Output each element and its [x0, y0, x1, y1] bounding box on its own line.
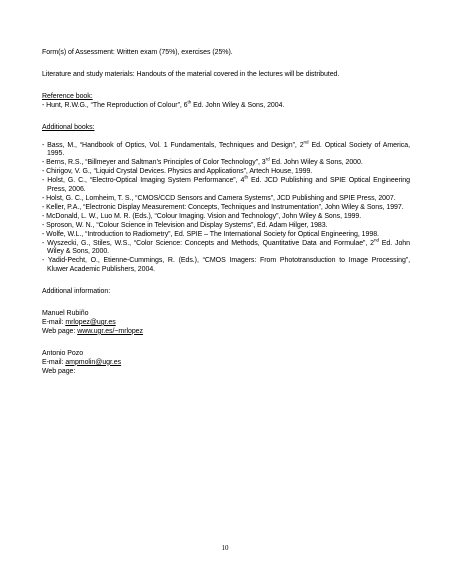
assessment-text: Form(s) of Assessment: Written exam (75%), exercises (25%).	[42, 49, 233, 56]
book-entry: - Wolfe, W.L., “Introduction to Radiometry”, Ed. SPIE – The International Society for Optical Engineering, 1998.	[42, 230, 379, 238]
book-entry: - McDonald, L. W., Luo M. R. (Eds.), “Colour Imaging. Vision and Technology”, John Wiley & Sons, 1999.	[42, 212, 362, 220]
contact-name: Antonio Pozo	[42, 349, 84, 357]
book-entry: - Holst, G. C., “Electro-Optical Imaging System Performance”, 4th Ed. JCD Publishing and SPIE Optical Engineering Press, 2006.	[42, 174, 410, 194]
contact-web-line: Web page: www.ugr.es/~mrlopez	[42, 327, 143, 335]
book-entry: - Chirigov, V. G., “Liquid Crystal Devices. Physics and Applications”, Artech House, 1999.	[42, 168, 313, 176]
contact-name: Manuel Rubiño	[42, 310, 89, 318]
book-entry: - Wyszecki, G., Stiles, W.S., “Color Science: Concepts and Methods, Quantitative Data and Formulae”, 2nd Ed. John Wiley & Sons, 2000.	[42, 237, 410, 256]
book-entry: - Bass, M., “Handbook of Optics, Vol. 1 Fundamentals, Techniques and Design”, 2nd Ed. Optical Society of America, 1995.	[42, 139, 410, 158]
web-link[interactable]: www.ugr.es/~mrlopez	[77, 327, 143, 335]
book-entry: - Yadid-Pecht, O., Etienne-Cummings, R. (Eds.), “CMOS Imagers: From Phototransduction to Image Processing”, Kluwer Academic Publishers, 2004.	[42, 257, 410, 274]
page-content	[42, 49, 410, 376]
contact-web-line: Web page:	[42, 367, 76, 375]
additional-info-heading: Additional information:	[42, 288, 111, 296]
contact-email-line: E-mail: mrlopez@ugr.es	[42, 318, 116, 326]
book-entry: - Keller, P.A., “Electronic Display Measurement: Concepts, Techniques and Instrumentation”, John Wiley & Sons, 1997.	[42, 203, 404, 211]
additional-books-list	[42, 139, 410, 276]
email-link[interactable]: mrlopez@ugr.es	[65, 318, 116, 326]
contact-email-line: E-mail: ampmolin@ugr.es	[42, 358, 122, 366]
reference-book-entry: - Hunt, R.W.G., “The Reproduction of Colour”, 6th Ed. John Wiley & Sons, 2004.	[42, 99, 285, 109]
contact-block-2	[42, 350, 410, 377]
literature-text: Literature and study materials: Handouts of the material covered in the lectures will be distributed.	[42, 70, 340, 78]
contact-block-1	[42, 310, 410, 337]
email-link[interactable]: ampmolin@ugr.es	[65, 358, 122, 366]
reference-book-heading: Reference book:	[42, 92, 93, 100]
book-entry: - Berns, R.S., “Billmeyer and Saltman’s Principles of Color Technology”, 3rd Ed. John Wiley & Sons, 2000.	[42, 157, 363, 167]
book-entry: - Holst, G. C., Lomheim, T. S., “CMOS/CCD Sensors and Camera Systems”, JCD Publishing and SPIE Press, 2007.	[42, 194, 396, 202]
page-number: 10	[221, 544, 229, 552]
book-entry: - Sproson, W. N., “Colour Science in Television and Display Systems”, Ed. Adam Hilger, 1983.	[42, 221, 328, 229]
additional-books-heading: Additional books:	[42, 123, 95, 131]
